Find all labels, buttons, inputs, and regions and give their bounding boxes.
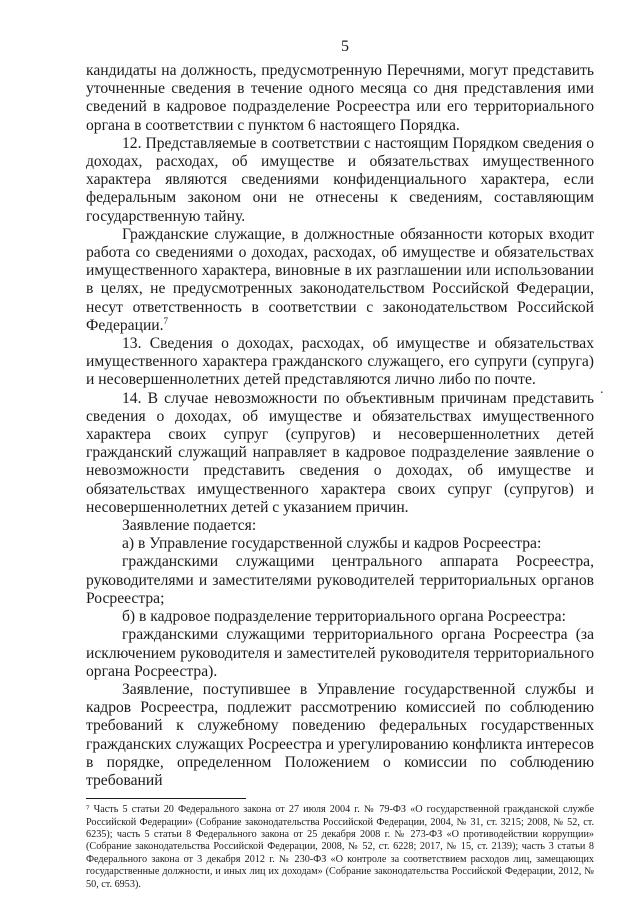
paragraph-12-confidential: 12. Представляемые в соответствии с настоящим Порядком сведения о доходах, расходах, об имуществе и обязательствах имущественного характера являются сведениями конфиденциального характера, если федеральным законом они не отнесены к сведениям, составляющим государственную тайну. bbox=[86, 134, 594, 225]
paragraph-item-a-detail: гражданскими служащими центрального аппарата Росреестра, руководителями и заместителями руководителей территориальных органов Росреестра; bbox=[86, 553, 594, 607]
paragraph-item-b: б) в кадровое подразделение территориального органа Росреестра: bbox=[122, 608, 566, 626]
paragraph-item-a: а) в Управление государственной службы и кадров Росреестра: bbox=[122, 535, 542, 553]
paragraph-candidates-update: кандидаты на должность, предусмотренную Перечнями, могут представить уточненные сведения в течение одного месяца со дня представления ими сведений в кадровое подразделение Росреестра или его территориального органа в соответствии с пунктом 6 настоящего Порядка. bbox=[86, 62, 594, 134]
footnote-7-text: ⁷ Часть 5 статьи 20 Федерального закона от 27 июля 2004 г. № 79-ФЗ «О государственной гражданской службе Российской Федерации» (Собрание законодательства Российской Федерации, 2004, № 31, ст. 3215; 2008, № 52, ст. 6235); часть 5 статьи 8 Федерального закона от 25 декабря 2008 г. № 273-ФЗ «О противодействии коррупции» (Собрание законодательства Российской Федерации, 2008, № 52, ст. 6228; 2017, № 15, ст. 2139); часть 3 статьи 8 Федерального закона от 3 декабря 2012 г. № 230-ФЗ «О контроле за соответствием расходов лиц, замещающих государственные должности, и иных лиц их доходам» (Собрание законодательства Российской Федерации, 2012, № 50, ст. 6953). bbox=[86, 804, 594, 890]
footnote-divider bbox=[86, 798, 246, 799]
page-number: 5 bbox=[341, 38, 349, 55]
footnote-reference: 7 bbox=[163, 315, 169, 326]
paragraph-application-submitted: Заявление подается: bbox=[122, 517, 257, 535]
paragraph-commission-review: Заявление, поступившее в Управление государственной службы и кадров Росреестра, подлежит рассмотрению комиссией по соблюдению требований к служебному поведению федеральных государственных гражданских служащих Росреестра и урегулированию конфликта интересов в порядке, определенном Положением о комиссии по соблюдению требований bbox=[86, 680, 594, 789]
margin-mark: . bbox=[600, 382, 604, 397]
paragraph-13-submission: 13. Сведения о доходах, расходах, об имуществе и обязательствах имущественного характера гражданского служащего, его супруги (супруга) и несовершеннолетних детей представляются лично либо по почте. bbox=[86, 335, 594, 389]
paragraph-item-b-detail: гражданскими служащими территориального органа Росреестра (за исключением руководителя и заместителей руководителя территориального органа Росреестра). bbox=[86, 626, 594, 680]
paragraph-12-responsibility-text: Гражданские служащие, в должностные обязанности которых входит работа со сведениями о доходах, расходах, об имуществе и обязательствах имущественного характера, виновные в их разглашении или использовании в целях, не предусмотренных законодательством Российской Федерации, несут ответственность в соответствии с законодательством Российской Федерации. bbox=[86, 225, 594, 334]
body-text bbox=[86, 62, 594, 790]
paragraph-14-impossibility: 14. В случае невозможности по объективным причинам представить сведения о доходах, об имуществе и обязательствах имущественного характера своих супруг (супругов) и несовершеннолетних детей гражданский служащий направляет в кадровое подразделение заявление о невозможности представить сведения о доходах, об имуществе и обязательствах имущественного характера своих супруг (супругов) и несовершеннолетних детей с указанием причин. bbox=[86, 389, 594, 516]
paragraph-12-responsibility bbox=[86, 226, 594, 335]
footnote bbox=[86, 804, 594, 891]
